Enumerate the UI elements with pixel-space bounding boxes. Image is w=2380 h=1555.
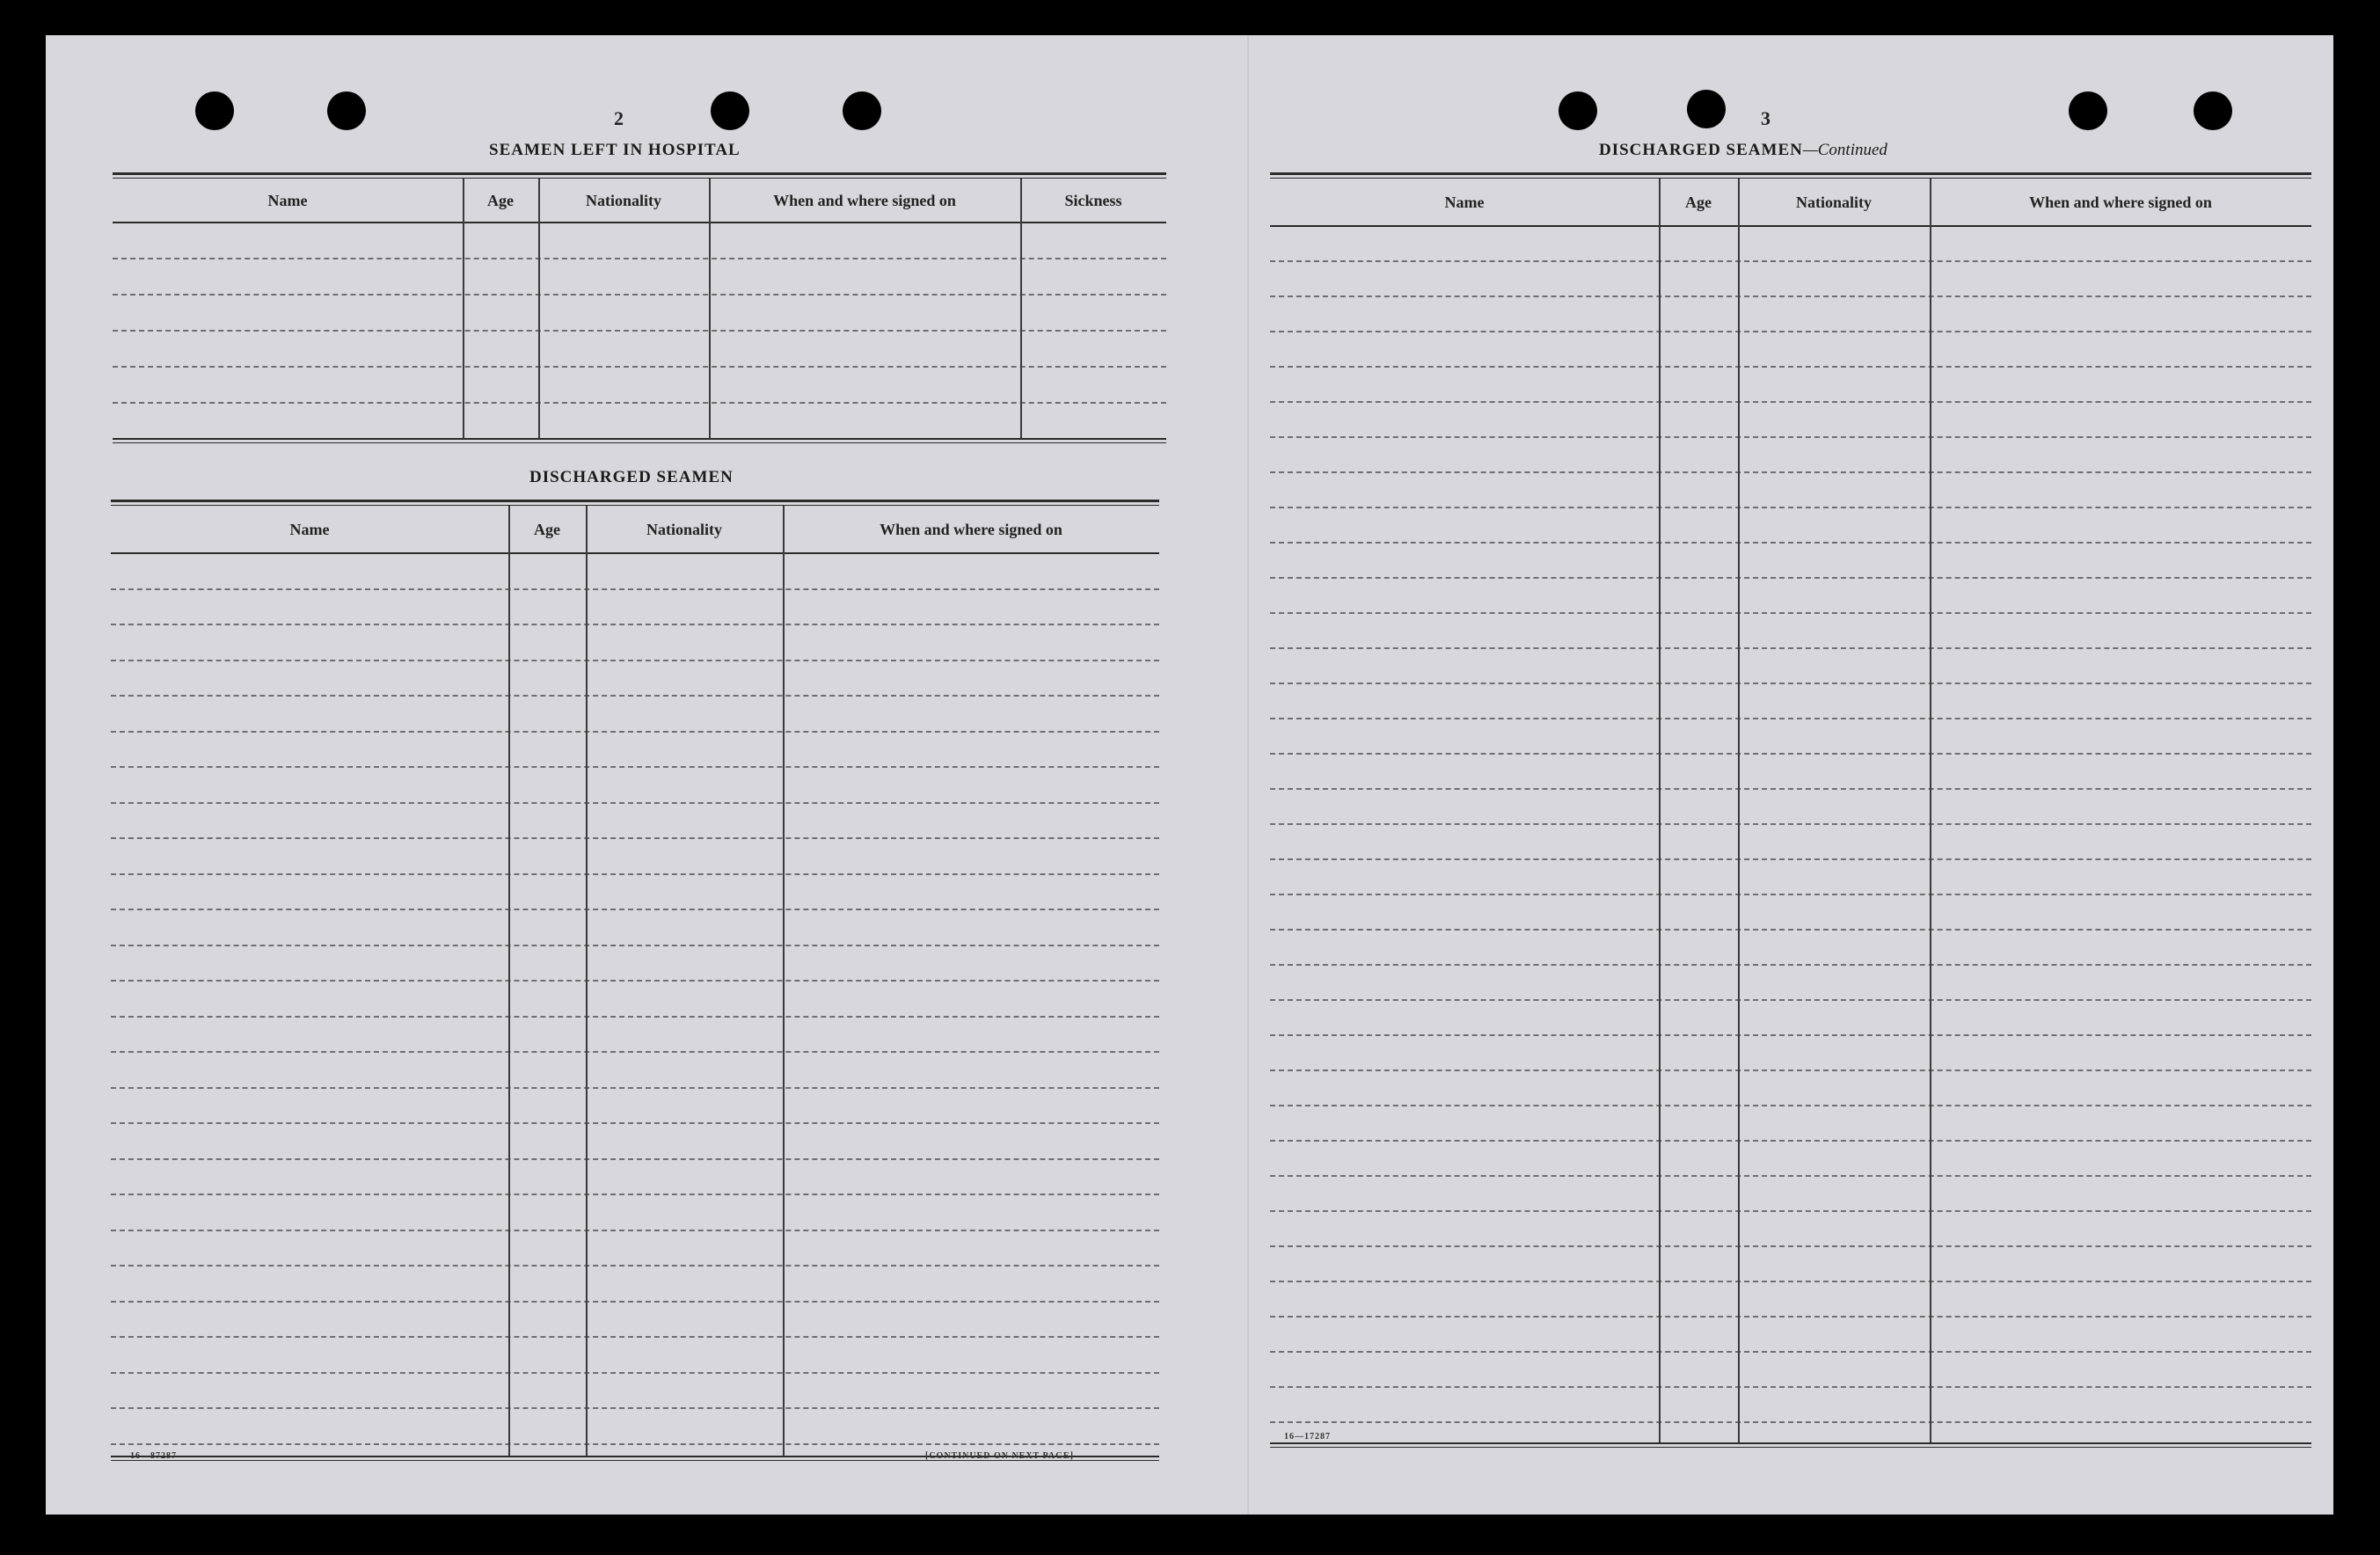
top-rule — [113, 172, 1166, 175]
bottom-rule — [1270, 1442, 2311, 1444]
ruled-line — [1270, 1245, 2311, 1247]
continued-note: [CONTINUED ON NEXT PAGE] — [925, 1451, 1074, 1461]
form-number: 16—17287 — [1284, 1432, 1331, 1442]
column-header: When and where signed on — [773, 192, 956, 209]
bottom-rule — [113, 438, 1166, 440]
column-header: Nationality — [1795, 193, 1872, 211]
ruled-line — [1270, 296, 2311, 297]
column-divider — [1659, 179, 1661, 1442]
ruled-line — [1270, 823, 2311, 825]
ruled-line — [1270, 788, 2311, 790]
page-number: 3 — [1761, 107, 1770, 129]
ruled-line — [1270, 366, 2311, 368]
ruled-line — [111, 1158, 1159, 1160]
page-number: 2 — [614, 107, 624, 129]
ruled-line — [111, 1087, 1159, 1089]
ruled-line — [1270, 1421, 2311, 1423]
discharged-continued-table — [1270, 172, 2311, 1460]
ruled-line — [1270, 1386, 2311, 1388]
column-header: Age — [487, 192, 514, 209]
ruled-line — [1270, 929, 2311, 931]
ruled-line — [111, 731, 1159, 733]
form-sheet — [46, 35, 2333, 1515]
column-header: Nationality — [646, 521, 722, 538]
header-rule — [111, 552, 1159, 554]
punch-hole — [1559, 91, 1597, 130]
ruled-line — [113, 402, 1166, 404]
header-rule — [1270, 225, 2311, 227]
column-divider — [1738, 179, 1740, 1442]
ruled-line — [113, 294, 1166, 296]
ruled-line — [1270, 507, 2311, 508]
ruled-line — [1270, 1105, 2311, 1106]
ruled-line — [1270, 471, 2311, 473]
ruled-line — [111, 695, 1159, 697]
column-header: When and where signed on — [880, 521, 1062, 538]
column-header: Name — [289, 521, 330, 538]
center-fold — [1247, 35, 1249, 1515]
hospital-table — [113, 172, 1166, 484]
ruled-line — [1270, 542, 2311, 544]
discharged-section-title: DISCHARGED SEAMEN — [529, 468, 734, 486]
ruled-line — [1270, 894, 2311, 895]
ruled-line — [111, 1443, 1159, 1445]
top-rule — [113, 178, 1166, 179]
ruled-line — [1270, 964, 2311, 966]
ruled-line — [1270, 718, 2311, 719]
ruled-line — [1270, 1210, 2311, 1212]
bottom-rule — [113, 442, 1166, 443]
ruled-line — [1270, 436, 2311, 438]
ruled-line — [111, 1336, 1159, 1338]
ruled-line — [111, 873, 1159, 875]
ruled-line — [113, 258, 1166, 259]
punch-hole — [195, 91, 234, 130]
ruled-line — [1270, 1140, 2311, 1142]
bottom-rule — [1270, 1447, 2311, 1448]
top-rule — [111, 500, 1159, 502]
top-rule — [1270, 172, 2311, 175]
ruled-line — [1270, 260, 2311, 262]
ruled-line — [111, 588, 1159, 590]
column-divider — [508, 506, 510, 1456]
punch-hole — [327, 91, 366, 130]
hospital-section-title: SEAMEN LEFT IN HOSPITAL — [489, 141, 741, 159]
ruled-line — [111, 1230, 1159, 1231]
ruled-line — [1270, 1034, 2311, 1036]
ruled-line — [1270, 577, 2311, 579]
ruled-line — [1270, 647, 2311, 649]
top-rule — [111, 505, 1159, 506]
ruled-line — [111, 837, 1159, 839]
ruled-line — [1270, 1351, 2311, 1353]
ruled-line — [1270, 1175, 2311, 1177]
column-header: Nationality — [585, 192, 661, 209]
ruled-line — [1270, 1281, 2311, 1282]
column-header: Age — [1685, 193, 1712, 211]
column-divider — [783, 506, 785, 1456]
continued-section-title — [1599, 141, 1887, 160]
ruled-line — [1270, 683, 2311, 684]
ruled-line — [1270, 1070, 2311, 1071]
ruled-line — [111, 980, 1159, 982]
ruled-line — [111, 802, 1159, 804]
discharged-table — [111, 500, 1159, 1479]
ruled-line — [1270, 401, 2311, 403]
punch-hole — [1687, 90, 1726, 128]
header-rule — [113, 222, 1166, 223]
column-divider — [1020, 179, 1022, 438]
column-divider — [1930, 179, 1931, 1442]
ruled-line — [113, 330, 1166, 332]
column-divider — [709, 179, 711, 438]
ruled-line — [1270, 999, 2311, 1001]
title-text: DISCHARGED SEAMEN — [1599, 141, 1803, 159]
punch-hole — [2194, 91, 2232, 130]
column-header: Age — [534, 521, 560, 538]
punch-hole — [711, 91, 749, 130]
ruled-line — [1270, 1316, 2311, 1318]
column-header: Sickness — [1064, 192, 1122, 209]
ruled-line — [111, 945, 1159, 946]
column-divider — [463, 179, 464, 438]
ruled-line — [111, 1194, 1159, 1195]
ruled-line — [111, 1265, 1159, 1267]
ruled-line — [111, 1051, 1159, 1053]
ruled-line — [113, 366, 1166, 368]
punch-hole — [843, 91, 881, 130]
form-number: 16—87287 — [130, 1451, 177, 1461]
ruled-line — [111, 1372, 1159, 1374]
ruled-line — [111, 624, 1159, 625]
column-header: When and where signed on — [2029, 193, 2212, 211]
ruled-line — [111, 909, 1159, 910]
ruled-line — [1270, 753, 2311, 755]
column-header: Name — [267, 192, 308, 209]
top-rule — [1270, 178, 2311, 179]
column-header: Name — [1444, 193, 1485, 211]
ruled-line — [1270, 612, 2311, 614]
column-divider — [586, 506, 588, 1456]
ruled-line — [1270, 331, 2311, 332]
ruled-line — [111, 1016, 1159, 1018]
ruled-line — [111, 1122, 1159, 1124]
ruled-line — [111, 1301, 1159, 1303]
punch-hole — [2069, 91, 2107, 130]
column-divider — [538, 179, 540, 438]
ruled-line — [111, 660, 1159, 661]
ruled-line — [111, 766, 1159, 768]
ruled-line — [1270, 858, 2311, 860]
ruled-line — [111, 1407, 1159, 1409]
title-suffix: —Continued — [1802, 141, 1887, 159]
